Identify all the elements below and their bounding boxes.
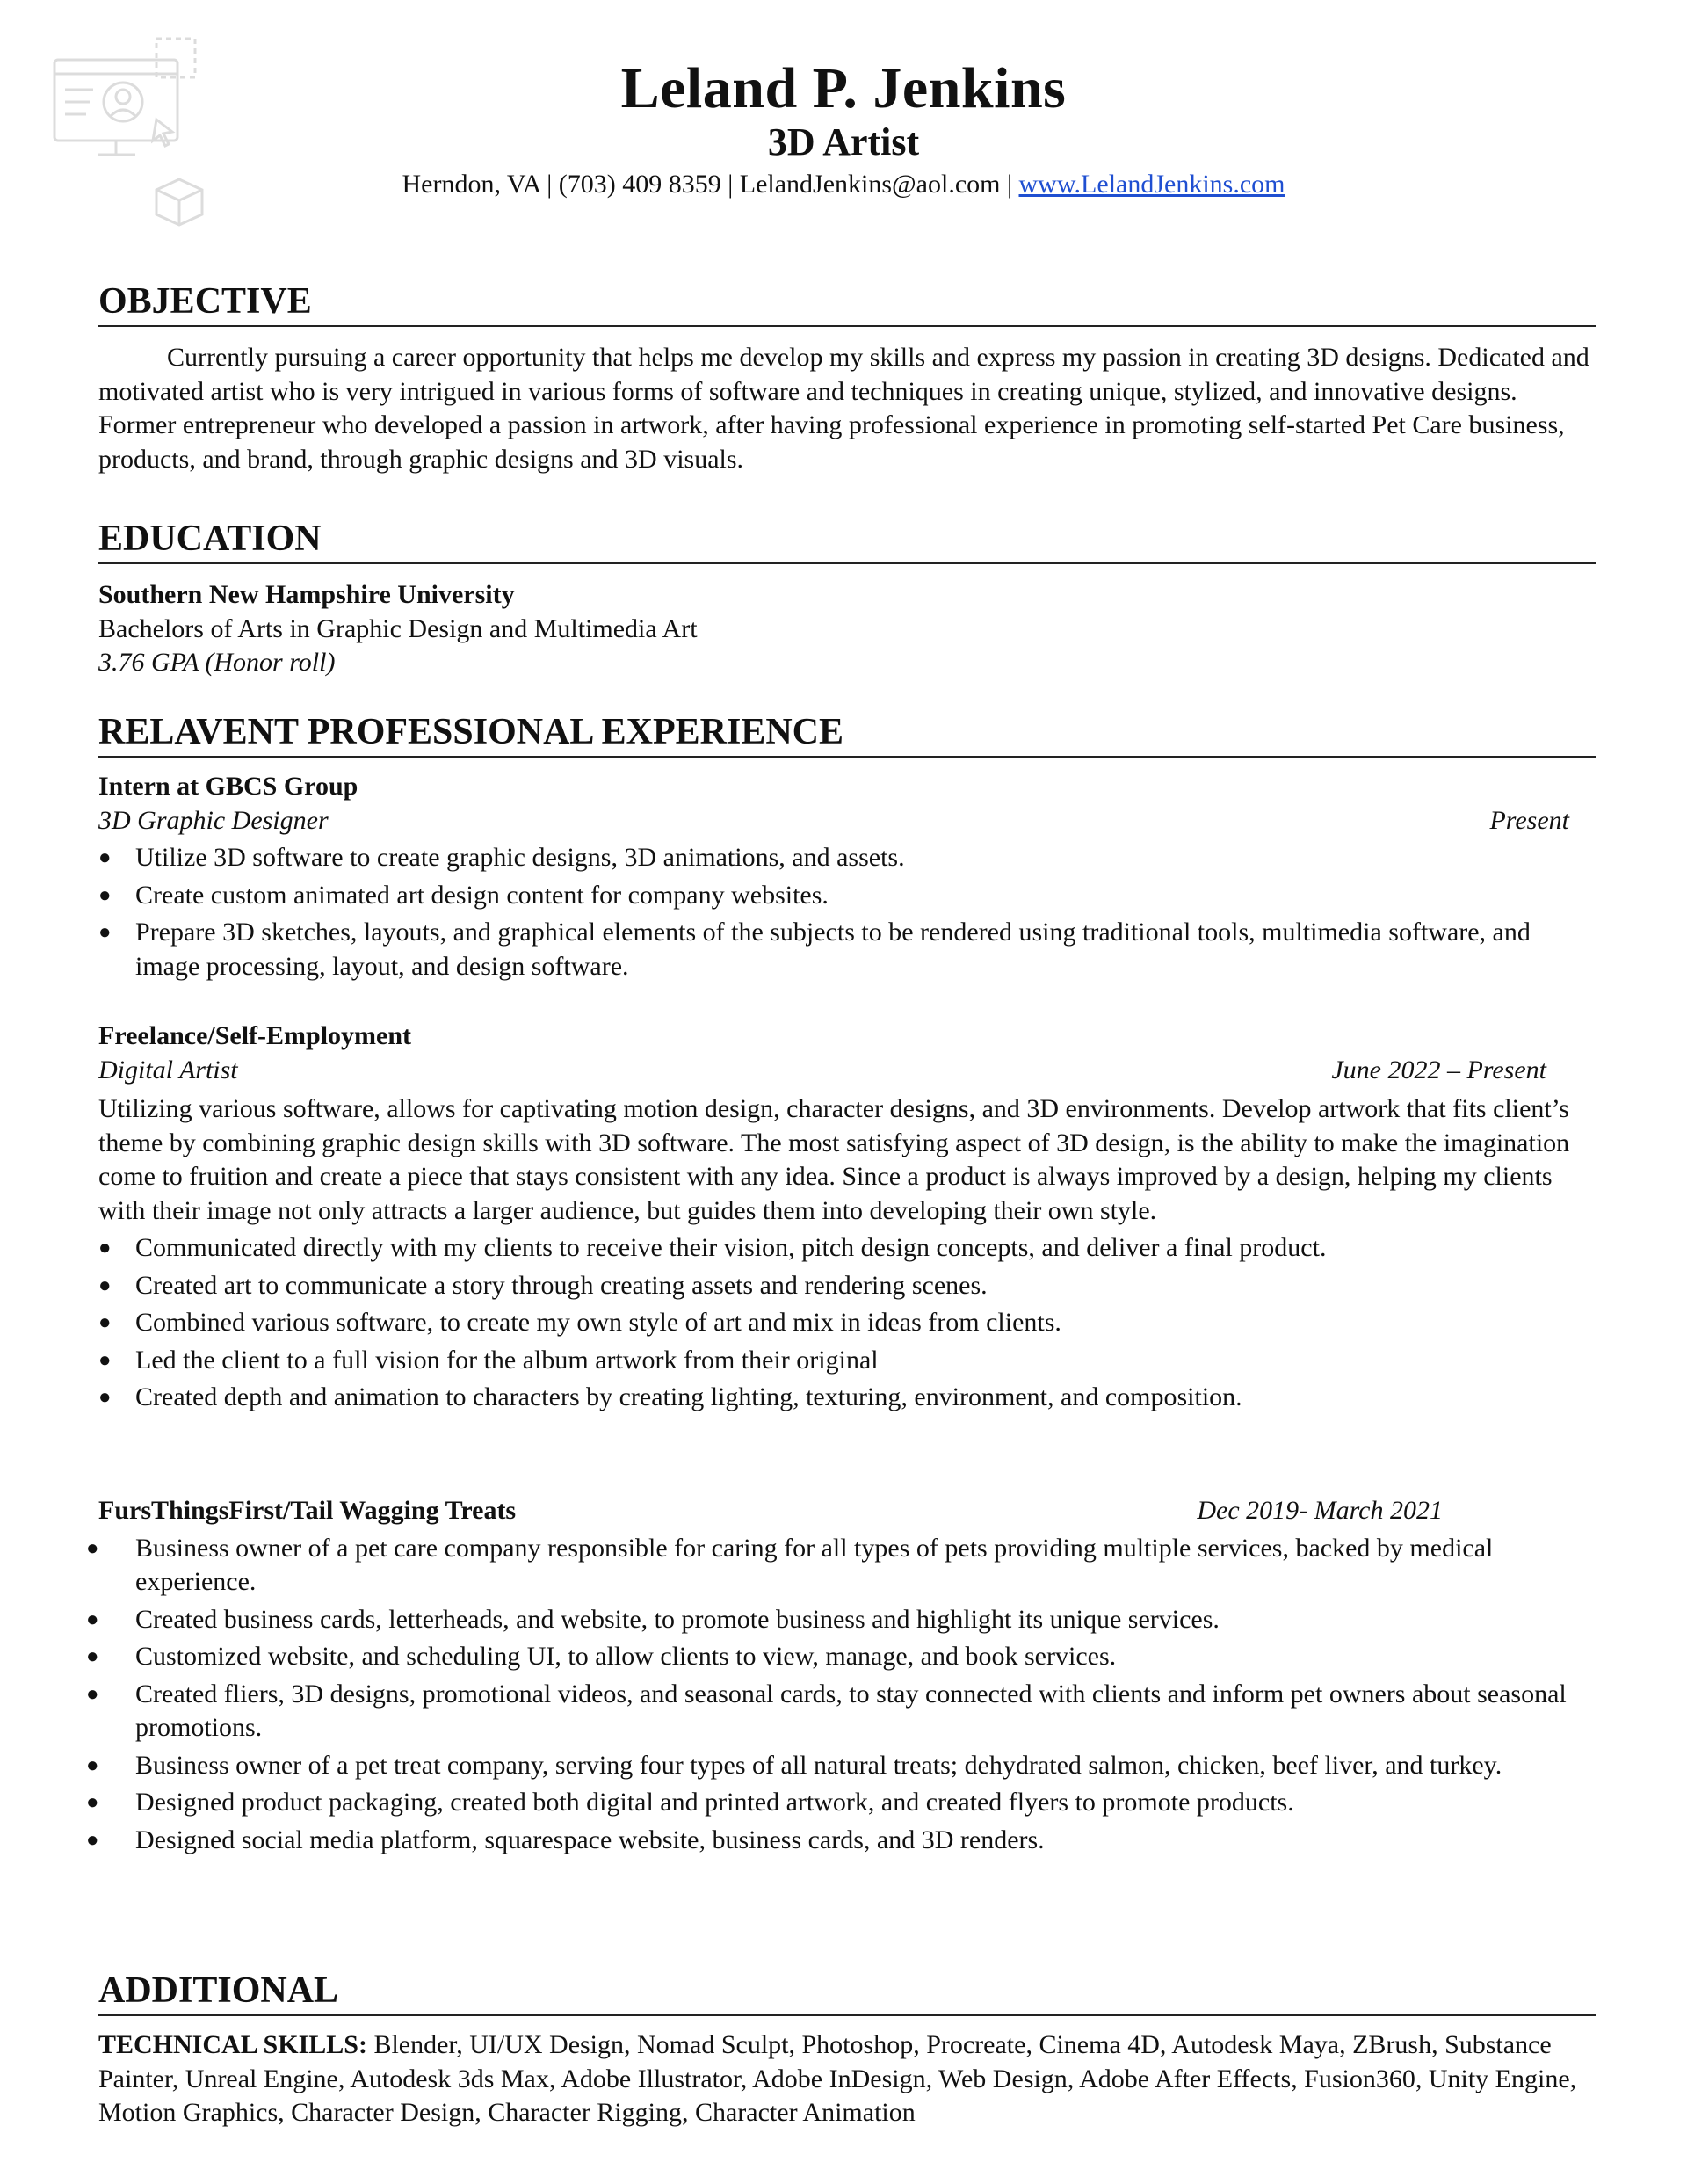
job-fursthingsfirst [98,1494,1596,1861]
objective-text: Currently pursuing a career opportunity that helps me develop my skills and express my passion in creating 3D designs. Dedicated and motivated artist who is very intrigued in various forms of software and techniques in creating unique, stylized, and innovative designs. Former entrepreneur who developed a passion in artwork, after having professional experience in promoting self-started Pet Care business, products, and brand, through graphic designs and 3D visuals. [98,343,1589,474]
job-company: Freelance/Self-Employment [98,1021,412,1050]
additional-heading: ADDITIONAL [98,1969,1596,2016]
job-dates: June 2022 – Present [1331,1055,1546,1085]
candidate-name: Leland P. Jenkins [620,56,1067,120]
job-summary: Utilizing various software, allows for captivating motion design, character designs, and 3D environments. Develop artwork that fits client’s theme by combining graphic design skills with 3D software. The most satisfying aspect of 3D design, is the ability to make the imagination come to fruition and create a piece that stays consistent with any idea. Since a product is always improved by a design, helping my clients with their image not only attracts a larger audience, but guides them into developing their own style. [98,1094,1570,1225]
list-item: ● Create custom animated art design content for company websites. [98,879,1596,913]
job-company: Intern at GBCS Group [98,772,358,801]
job-bullets [98,1532,1596,1858]
job-role: Digital Artist [98,1055,238,1085]
phone: (703) 409 8359 [558,170,721,199]
list-item: ● Created art to communicate a story through creating assets and rendering scenes. [98,1269,1596,1303]
list-item: ● Business owner of a pet treat company, serving four types of all natural treats; dehydrated salmon, chicken, beef liver, and turkey. [98,1749,1596,1783]
list-item: ● Utilize 3D software to create graphic designs, 3D animations, and assets. [98,841,1596,875]
technical-skills [98,2028,1596,2130]
job-dates: Dec 2019- March 2021 [1197,1496,1443,1525]
list-item: ● Created fliers, 3D designs, promotional videos, and seasonal cards, to stay connected with clients and inform pet owners about seasonal promotions. [98,1678,1596,1745]
job-role-row [98,1054,1596,1088]
gpa: 3.76 GPA (Honor roll) [98,648,336,677]
job-freelance [98,1019,1596,1419]
additional-section [98,2028,1596,2130]
list-item: ● Created business cards, letterheads, and website, to promote business and highlight its unique services. [98,1603,1596,1637]
list-item: ● Business owner of a pet care company responsible for caring for all types of pets providing multiple services, backed by medical experience. [98,1532,1596,1600]
objective-section [98,341,1596,476]
separator: | [539,170,559,199]
school-name: Southern New Hampshire University [98,580,515,609]
education-section [98,578,1596,680]
job-header-row [98,1494,1443,1528]
resume-header [0,54,1687,202]
job-company: FursThingsFirst/Tail Wagging Treats [98,1496,517,1525]
skills-label: TECHNICAL SKILLS: [98,2030,367,2059]
objective-heading: OBJECTIVE [98,279,1596,327]
separator: | [1000,170,1019,199]
education-heading: EDUCATION [98,517,1596,564]
job-role-row [98,804,1596,838]
list-item: ● Communicated directly with my clients to receive their vision, pitch design concepts, and deliver a final product. [98,1231,1596,1266]
list-item: ● Designed product packaging, created both digital and printed artwork, and created flyers to promote products. [98,1786,1596,1820]
list-item: ● Created depth and animation to characters by creating lighting, texturing, environment, and composition. [98,1381,1596,1415]
location: Herndon, VA [402,170,540,199]
skills-list: Blender, UI/UX Design, Nomad Sculpt, Photoshop, Procreate, Cinema 4D, Autodesk Maya, ZBrush, Substance Painter, Unreal Engine, Autodesk 3ds Max, Adobe Illustrator, Adobe InDesign, Web Design, Adobe After Effects, Fusion360, Unity Engine, Motion Graphics, Character Design, Character Rigging, Character Animation [98,2030,1577,2127]
job-dates: Present [1489,805,1569,835]
job-gbcs [98,770,1596,987]
list-item: ● Prepare 3D sketches, layouts, and graphical elements of the subjects to be rendered using traditional tools, multimedia software, and image processing, layout, and design software. [98,916,1596,983]
website-link[interactable]: www.LelandJenkins.com [1018,170,1285,199]
list-item: ● Combined various software, to create my own style of art and mix in ideas from clients. [98,1306,1596,1340]
job-title: 3D Artist [767,120,920,163]
list-item: ● Customized website, and scheduling UI, to allow clients to view, manage, and book services. [98,1640,1596,1674]
job-bullets [98,841,1596,983]
contact-line [0,167,1687,202]
list-item: ● Designed social media platform, squarespace website, business cards, and 3D renders. [98,1824,1596,1858]
email: LelandJenkins@aol.com [739,170,1001,199]
separator: | [720,170,740,199]
degree: Bachelors of Arts in Graphic Design and Multimedia Art [98,613,698,643]
experience-heading: RELAVENT PROFESSIONAL EXPERIENCE [98,710,1596,758]
job-role: 3D Graphic Designer [98,805,329,835]
job-bullets [98,1231,1596,1415]
list-item: ● Led the client to a full vision for the album artwork from their original [98,1344,1596,1378]
